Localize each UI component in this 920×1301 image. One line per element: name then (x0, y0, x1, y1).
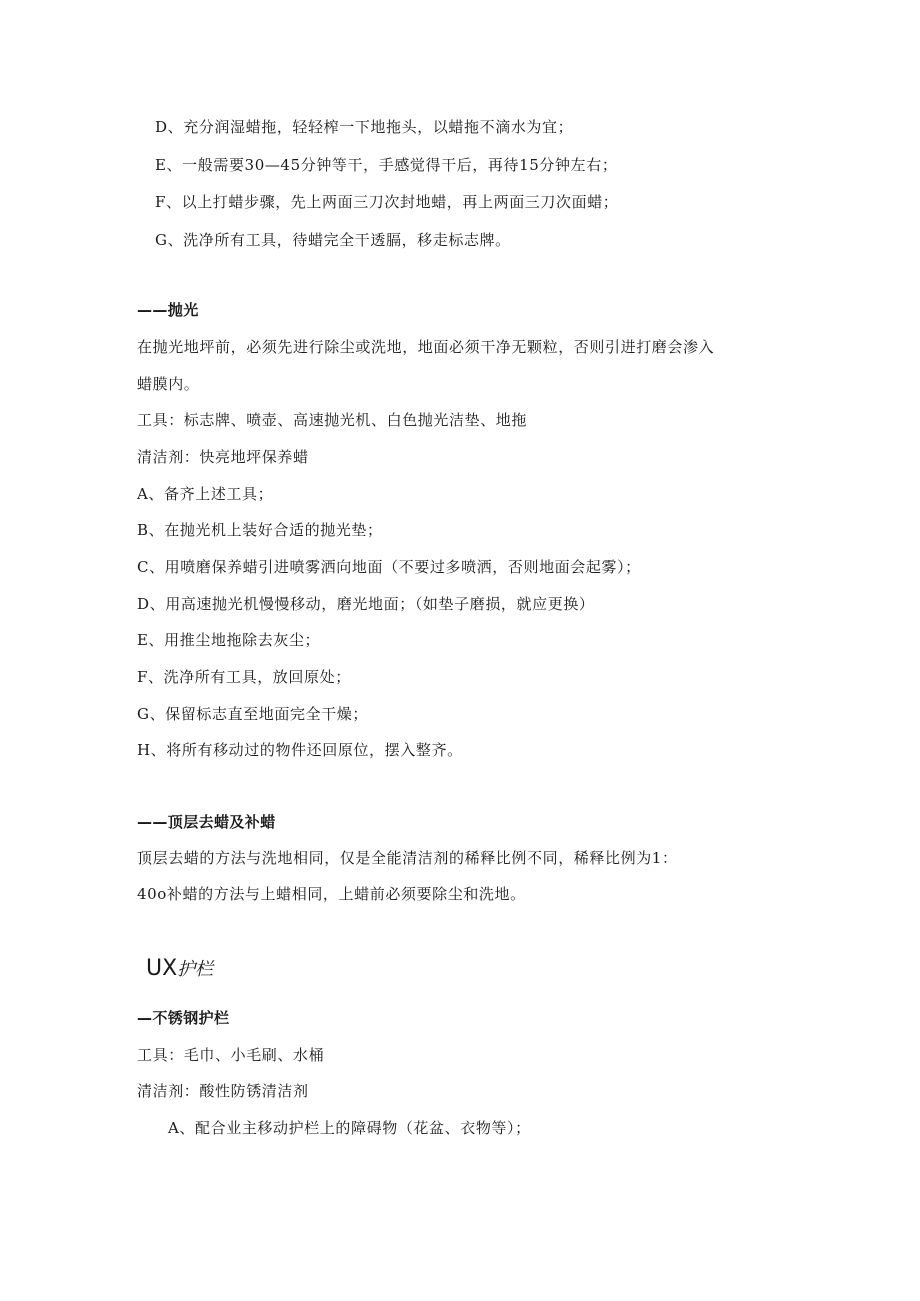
polishing-intro-line2: 蜡膜内。 (137, 375, 200, 393)
railing-subheading: —不锈钢护栏 (137, 1009, 230, 1027)
polishing-intro-line1: 在抛光地坪前，必须先进行除尘或洗地，地面必须干净无颗粒，否则引进打磨会渗入 (137, 338, 715, 356)
top-strip-heading: ——顶层去蜡及补蜡 (137, 813, 276, 831)
polishing-step-a: A、备齐上述工具； (137, 485, 274, 503)
polishing-step-f: F、洗净所有工具，放回原处； (137, 668, 351, 686)
polishing-tools: 工具：标志牌、喷壶、高速抛光机、白色抛光洁垫、地拖 (137, 411, 528, 429)
railing-step-a: A、配合业主移动护栏上的障碍物（花盆、衣物等）； (168, 1119, 531, 1137)
waxing-step-e: E、一般需要30—45分钟等干，手感觉得干后，再待15分钟左右； (155, 156, 618, 174)
polishing-cleaner: 清洁剂：快亮地坪保养蜡 (137, 448, 309, 466)
waxing-step-d: D、充分润湿蜡拖，轻轻榨一下地拖头，以蜡拖不滴水为宜； (155, 118, 574, 136)
polishing-step-b: B、在抛光机上装好合适的抛光垫； (137, 521, 383, 539)
waxing-step-f: F、以上打蜡步骤，先上两面三刀次封地蜡，再上两面三刀次面蜡； (155, 193, 619, 211)
polishing-heading: ——抛光 (137, 301, 199, 319)
railing-cleaner: 清洁剂：酸性防锈清洁剂 (137, 1082, 309, 1100)
polishing-step-d: D、用高速抛光机慢慢移动，磨光地面；（如垫子磨损，就应更换） (137, 595, 595, 613)
top-strip-line2: 40o补蜡的方法与上蜡相同，上蜡前必须要除尘和洗地。 (137, 885, 526, 903)
railing-title-prefix: UX (146, 956, 178, 981)
railing-tools: 工具：毛巾、小毛刷、水桶 (137, 1046, 325, 1064)
railing-title-suffix: 护栏 (177, 959, 214, 980)
polishing-step-e: E、用推尘地拖除去灰尘； (137, 631, 321, 649)
polishing-step-g: G、保留标志直至地面完全干燥； (137, 705, 368, 723)
waxing-step-g: G、洗净所有工具，待蜡完全干透膈，移走标志牌。 (155, 231, 511, 249)
top-strip-line1: 顶层去蜡的方法与洗地相同，仅是全能清洁剂的稀释比例不同，稀释比例为1： (137, 849, 678, 867)
polishing-step-h: H、将所有移动过的物件还回原位，摆入整齐。 (137, 741, 463, 759)
polishing-step-c: C、用喷磨保养蜡引进喷雾洒向地面（不要过多喷洒，否则地面会起雾）； (137, 558, 641, 576)
railing-section-title (146, 955, 213, 984)
